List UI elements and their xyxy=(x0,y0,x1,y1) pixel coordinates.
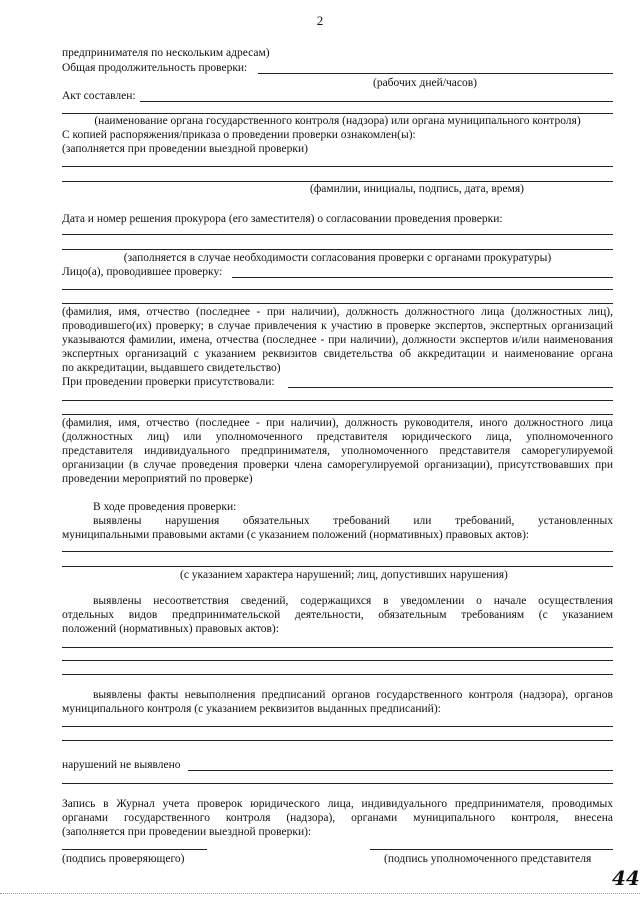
fill-line xyxy=(62,551,613,552)
names-caption: (фамилии, инициалы, подпись, дата, время) xyxy=(310,183,524,195)
authority-caption: (наименование органа государственного контроля (надзора) или органа муниципального контроля) xyxy=(94,115,581,127)
duration-label: Общая продолжительность проверки: xyxy=(62,62,248,74)
workdays-caption: (рабочих дней/часов) xyxy=(373,77,478,89)
fill-line xyxy=(62,166,613,167)
inspectors-note-line: (фамилия, имя, отчество (последнее - при наличии), должность должностного лица (должностных лиц), xyxy=(62,306,613,318)
present-note-line: (должностных лиц) или уполномоченного представителя юридического лица, уполномоченного xyxy=(62,431,613,443)
page-number: 2 xyxy=(316,13,324,28)
present-note-line: представителя индивидуального предпринимателя, уполномоченного представителя саморегулируемой xyxy=(62,445,613,457)
fill-line xyxy=(62,289,613,290)
journal-line: органами государственного контроля (надзора), органами муниципального контроля, внесена xyxy=(62,812,613,824)
violations-line: муниципальными правовыми актами (с указанием положений (нормативных) правовых актов): xyxy=(62,529,530,541)
fill-line xyxy=(62,400,613,401)
failures-line: муниципального контроля (с указанием реквизитов выданных предписаний): xyxy=(62,703,441,715)
text-line: предпринимателя по нескольким адресам) xyxy=(62,47,270,59)
journal-line: Запись в Журнал учета проверок юридического лица, индивидуального предпринимателя, проводимых xyxy=(62,798,613,810)
no-violations-label: нарушений не выявлено xyxy=(62,759,181,771)
fill-line xyxy=(62,783,613,784)
fill-line xyxy=(62,726,613,727)
fill-line xyxy=(62,414,613,415)
present-label: При проведении проверки присутствовали: xyxy=(62,376,275,388)
fill-line xyxy=(62,249,613,250)
violations-caption: (с указанием характера нарушений; лиц, допустивших нарушения) xyxy=(180,569,508,581)
fill-line xyxy=(232,277,613,278)
present-note-line: организации (в случае проведения проверки члена саморегулируемой организации), присутствовавших при xyxy=(62,459,613,471)
failures-line: выявлены факты невыполнения предписаний органов государственного контроля (надзора), органов xyxy=(93,689,613,701)
fill-line xyxy=(288,387,613,388)
fill-line xyxy=(62,303,613,304)
prosecutor-label: Дата и номер решения прокурора (его заместителя) о согласовании проведения проверки: xyxy=(62,213,503,225)
fill-line xyxy=(62,234,613,235)
onsite-note: (заполняется при проведении выездной проверки) xyxy=(62,143,308,155)
mismatch-line: выявлены несоответствия сведений, содержащихся в уведомлении о начале осуществления xyxy=(93,595,613,607)
fill-line xyxy=(62,740,613,741)
fill-line xyxy=(62,660,613,661)
inspectors-label: Лицо(а), проводившее проверку: xyxy=(62,266,223,278)
inspectors-note-line: указываются фамилии, имена, отчества (последнее - при наличии), должности экспертов и/или наименования xyxy=(62,334,613,346)
representative-signature-caption: (подпись уполномоченного представителя xyxy=(384,853,592,865)
violations-line: выявлены нарушения обязательных требований или требований, установленных xyxy=(93,515,613,527)
present-note-line: (фамилия, имя, отчество (последнее - при наличии), должность руководителя, иного должностного лица xyxy=(62,417,613,429)
inspectors-note-line: проводившего(их) проверку; в случае привлечения к участию в проверке экспертов, экспертных организаций xyxy=(62,320,613,332)
scan-edge-dots xyxy=(0,893,640,894)
prosecutor-caption: (заполняется в случае необходимости согласования проверки с органами прокуратуры) xyxy=(123,252,552,264)
during-heading: В ходе проведения проверки: xyxy=(93,501,237,513)
act-label: Акт составлен: xyxy=(62,90,136,102)
inspectors-note-line: по аккредитации, выдавшего свидетельство) xyxy=(62,362,281,374)
inspectors-note-line: экспертных организаций с указанием реквизитов свидетельства об аккредитации и наименование органа xyxy=(62,348,613,360)
fill-line xyxy=(188,770,613,771)
mismatch-line: положений (нормативных) правовых актов): xyxy=(62,623,279,635)
mismatch-line: отдельных видов предпринимательской деятельности, обязательным требованиям (с указанием xyxy=(62,609,613,621)
fill-line xyxy=(62,647,613,648)
present-note-line: проведении мероприятий по проверке) xyxy=(62,473,253,485)
fill-line xyxy=(258,73,613,74)
journal-line: (заполняется при проведении выездной проверки): xyxy=(62,826,312,838)
fill-line xyxy=(140,101,613,102)
signature-line xyxy=(370,849,613,850)
signature-line xyxy=(62,849,207,850)
handwritten-page-number: 44 xyxy=(612,866,640,890)
fill-line xyxy=(62,674,613,675)
fill-line xyxy=(62,566,613,567)
inspector-signature-caption: (подпись проверяющего) xyxy=(62,853,185,865)
copy-line: С копией распоряжения/приказа о проведении проверки ознакомлен(ы): xyxy=(62,129,416,141)
